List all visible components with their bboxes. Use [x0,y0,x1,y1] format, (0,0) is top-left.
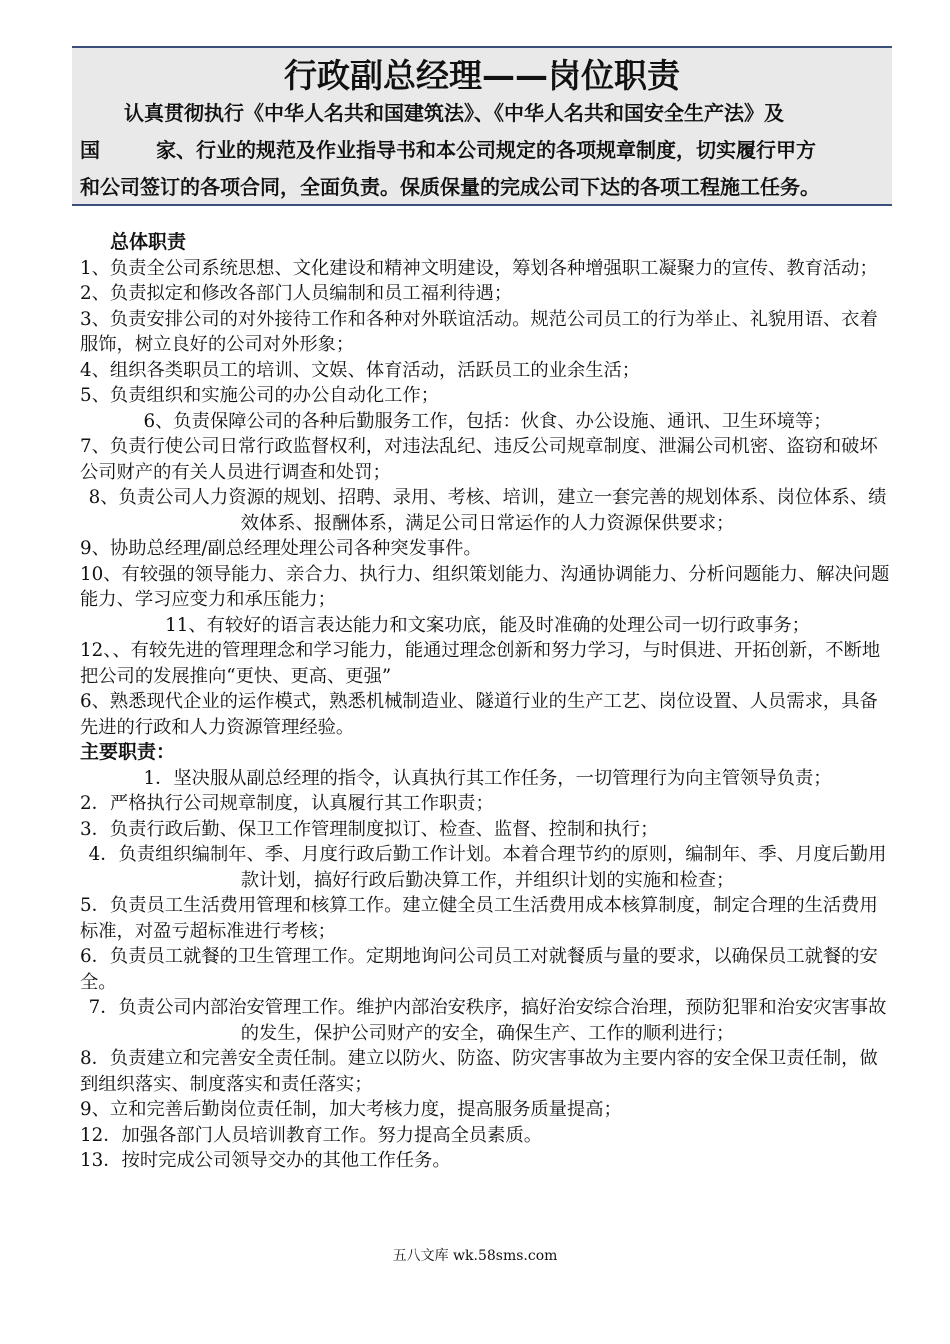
main-duty-item: 1．坚决服从副总经理的指令，认真执行其工作任务，一切管理行为向主管领导负责； [143,767,832,789]
main-duty-item: 7．负责公司内部治安管理工作。维护内部治安秩序，搞好治安综合治理，预防犯罪和治安灾害事故的发生，保护公司财产的安全，确保生产、工作的顺利进行； [88,997,887,1044]
main-duties-heading: 主要职责： [80,741,176,763]
general-duty-item: 10、有较强的领导能力、亲合力、执行力、组织策划能力、沟通协调能力、分析问题能力、解决问题能力、学习应变力和承压能力； [80,563,890,610]
main-duty-item: 12．加强各部门人员培训教育工作。努力提高全员素质。 [80,1124,543,1146]
general-duty-item: 5、负责组织和实施公司的办公自动化工作； [80,385,439,406]
general-duty-item: 3、负责安排公司的对外接待工作和各种对外联谊活动。规范公司员工的行为举止、礼貌用语、衣着服饰，树立良好的公司对外形象； [80,308,878,355]
document-title: 行政副总经理——岗位职责 [284,56,680,95]
general-duty-item: 12、、有较先进的管理理念和学习能力，能通过理念创新和努力学习，与时俱进、开拓创新，不断地把公司的发展推向“更快、更高、更强” [80,640,881,687]
footer-watermark: 五八文库 wk.58sms.com [392,1248,558,1264]
main-duty-item: 5．负责员工生活费用管理和核算工作。建立健全员工生活费用成本核算制度，制定合理的生活费用标准，对盈亏超标准进行考核； [80,895,878,942]
general-duty-item: 1、负责全公司系统思想、文化建设和精神文明建设，筹划各种增强职工凝聚力的宣传、教育活动； [80,257,878,279]
intro-line-1: 认真贯彻执行《中华人名共和国建筑法》、《中华人名共和国安全生产法》及 [124,101,784,125]
main-duty-item: 6．负责员工就餐的卫生管理工作。定期地询问公司员工对就餐质与量的要求，以确保员工就餐的安全。 [80,946,878,993]
main-duty-item: 3．负责行政后勤、保卫工作管理制度拟订、检查、监督、控制和执行； [80,818,659,840]
general-duty-item: 6、熟悉现代企业的运作模式，熟悉机械制造业、隧道行业的生产工艺、岗位设置、人员需求，具备先进的行政和人力资源管理经验。 [80,691,878,738]
main-duty-item: 4．负责组织编制年、季、月度行政后勤工作计划。本着合理节约的原则，编制年、季、月度后勤用款计划，搞好行政后勤决算工作，并组织计划的实施和检查； [88,844,887,891]
intro-line-2-rest: 家、行业的规范及作业指导书和本公司规定的各项规章制度，切实履行甲方 [156,138,816,162]
general-duty-item: 2、负责拟定和修改各部门人员编制和员工福利待遇； [80,283,513,304]
general-duty-item: 6、负责保障公司的各种后勤服务工作，包括：伙食、办公设施、通讯、卫生环境等； [143,410,832,432]
general-duty-item: 11、有较好的语言表达能力和文案功底，能及时准确的处理公司一切行政事务； [165,614,810,636]
main-duty-item: 13．按时完成公司领导交办的其他工作任务。 [80,1150,451,1171]
intro-line-2 [80,133,892,167]
intro-line-2-start: 国 [80,138,100,162]
document-body [80,230,895,1174]
main-duty-item: 9、立和完善后勤岗位责任制，加大考核力度，提高服务质量提高； [80,1099,622,1120]
main-duty-item: 8．负责建立和完善安全责任制。建立以防火、防盗、防灾害事故为主要内容的安全保卫责任制，做到组织落实、制度落实和责任落实； [80,1048,878,1095]
intro-line-3: 和公司签订的各项合同，全面负责。保质保量的完成公司下达的各项工程施工任务。 [80,175,820,199]
general-duty-item: 8、负责公司人力资源的规划、招聘、录用、考核、培训，建立一套完善的规划体系、岗位体系、绩效体系、报酬体系，满足公司日常运作的人力资源保供要求； [88,487,887,534]
general-duty-item: 4、组织各类职员工的培训、文娱、体育活动，活跃员工的业余生活； [80,359,641,381]
general-duty-item: 9、协助总经理/副总经理处理公司各种突发事件。 [80,538,482,559]
general-duties-heading: 总体职责 [110,231,187,253]
main-duty-item: 2．严格执行公司规章制度，认真履行其工作职责； [80,793,494,814]
general-duty-item: 7、负责行使公司日常行政监督权利，对违法乱纪、违反公司规章制度、泄漏公司机密、盗窃和破坏公司财产的有关人员进行调查和处罚； [80,436,878,483]
